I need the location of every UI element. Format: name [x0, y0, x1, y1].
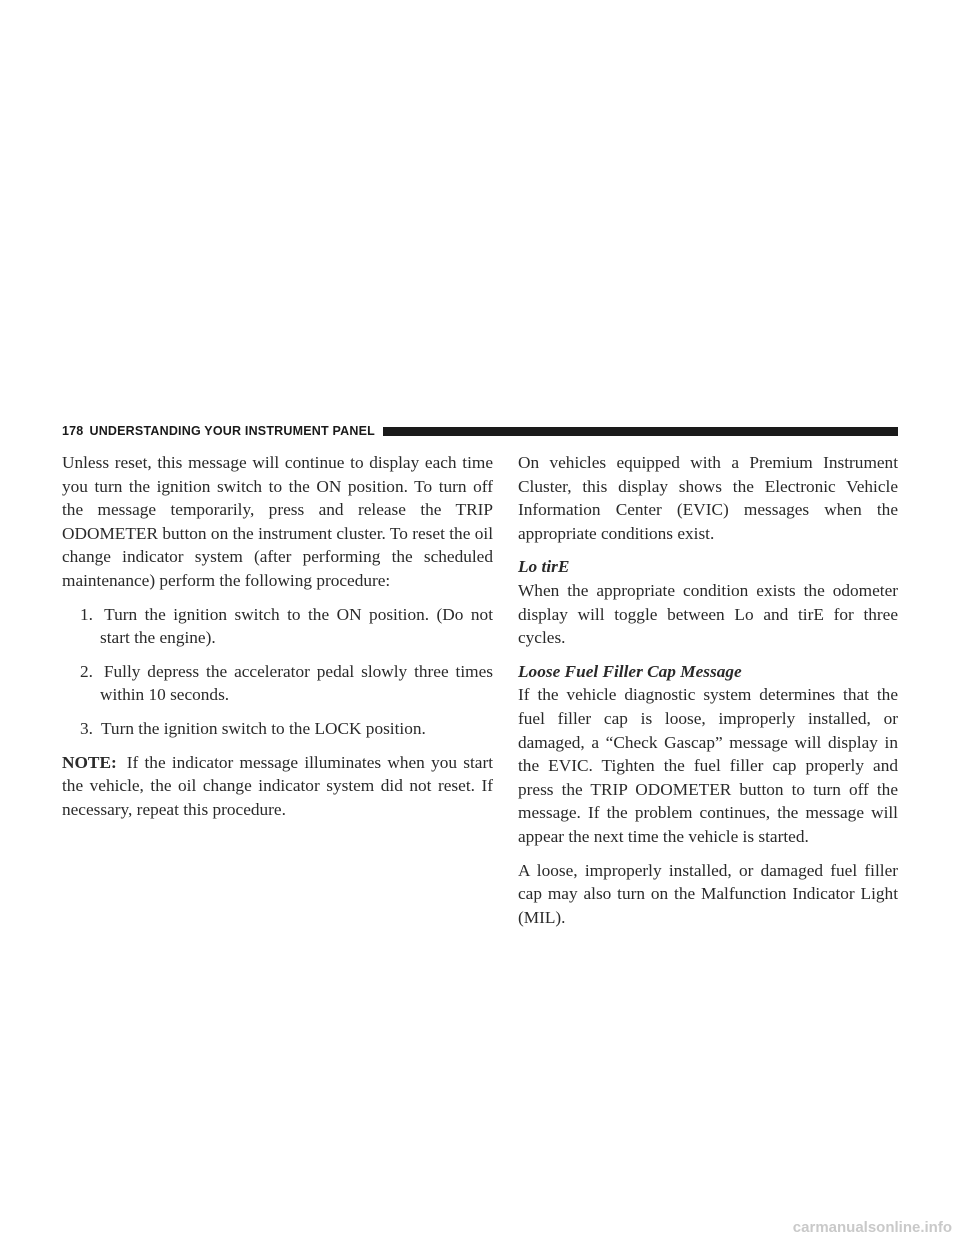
step-number: 2.: [80, 661, 93, 681]
note-label: NOTE:: [62, 752, 117, 772]
fuel-cap-heading: Loose Fuel Filler Cap Message: [518, 661, 742, 681]
note-text: If the indicator message illuminates when you start the vehicle, the oil change indicator system did not reset. If necessary, repeat this procedure.: [62, 752, 493, 819]
step-number: 3.: [80, 718, 93, 738]
right-column: [518, 451, 898, 939]
intro-paragraph: Unless reset, this message will continue to display each time you turn the ignition switch to the ON position. To turn off the message temporarily, press and release the TRIP ODOMETER button on the instrument cluster. To reset the oil change indicator system (after performing the scheduled maintenance) perform the following procedure:: [62, 453, 493, 590]
procedure-step-1: [62, 603, 493, 650]
site-watermark: carmanualsonline.info: [792, 1219, 952, 1236]
procedure-step-3: [62, 717, 493, 741]
section-title: UNDERSTANDING YOUR INSTRUMENT PANEL: [89, 424, 375, 438]
fuel-cap-body: If the vehicle diagnostic system determines that the fuel filler cap is loose, improperly installed, or damaged, a “Check Gascap” message will display in the EVIC. Tighten the fuel filler cap properly and press the TRIP ODOMETER button to turn off the message. If the problem continues, the message will appear the next time the vehicle is started.: [518, 685, 898, 846]
page-header: [62, 421, 898, 441]
step-text: Turn the ignition switch to the ON position. (Do not start the engine).: [100, 604, 493, 648]
lo-tire-section: [518, 555, 898, 649]
note-paragraph: [62, 751, 493, 822]
page-number: 178: [62, 424, 84, 438]
mil-paragraph: A loose, improperly installed, or damaged fuel filler cap may also turn on the Malfunction Indicator Light (MIL).: [518, 860, 898, 927]
step-text: Turn the ignition switch to the LOCK position.: [100, 718, 426, 738]
fuel-cap-section: [518, 660, 898, 849]
step-text: Fully depress the accelerator pedal slowly three times within 10 seconds.: [100, 661, 493, 705]
lo-tire-body: When the appropriate condition exists the odometer display will toggle between Lo and tirE for three cycles.: [518, 580, 898, 648]
header-rule: [383, 427, 898, 436]
evic-intro-paragraph: On vehicles equipped with a Premium Instrument Cluster, this display shows the Electronic Vehicle Information Center (EVIC) messages when the appropriate conditions exist.: [518, 453, 898, 543]
procedure-step-2: [62, 660, 493, 707]
lo-tire-heading: Lo tirE: [518, 557, 570, 577]
left-column: [62, 451, 493, 831]
step-number: 1.: [80, 604, 93, 624]
